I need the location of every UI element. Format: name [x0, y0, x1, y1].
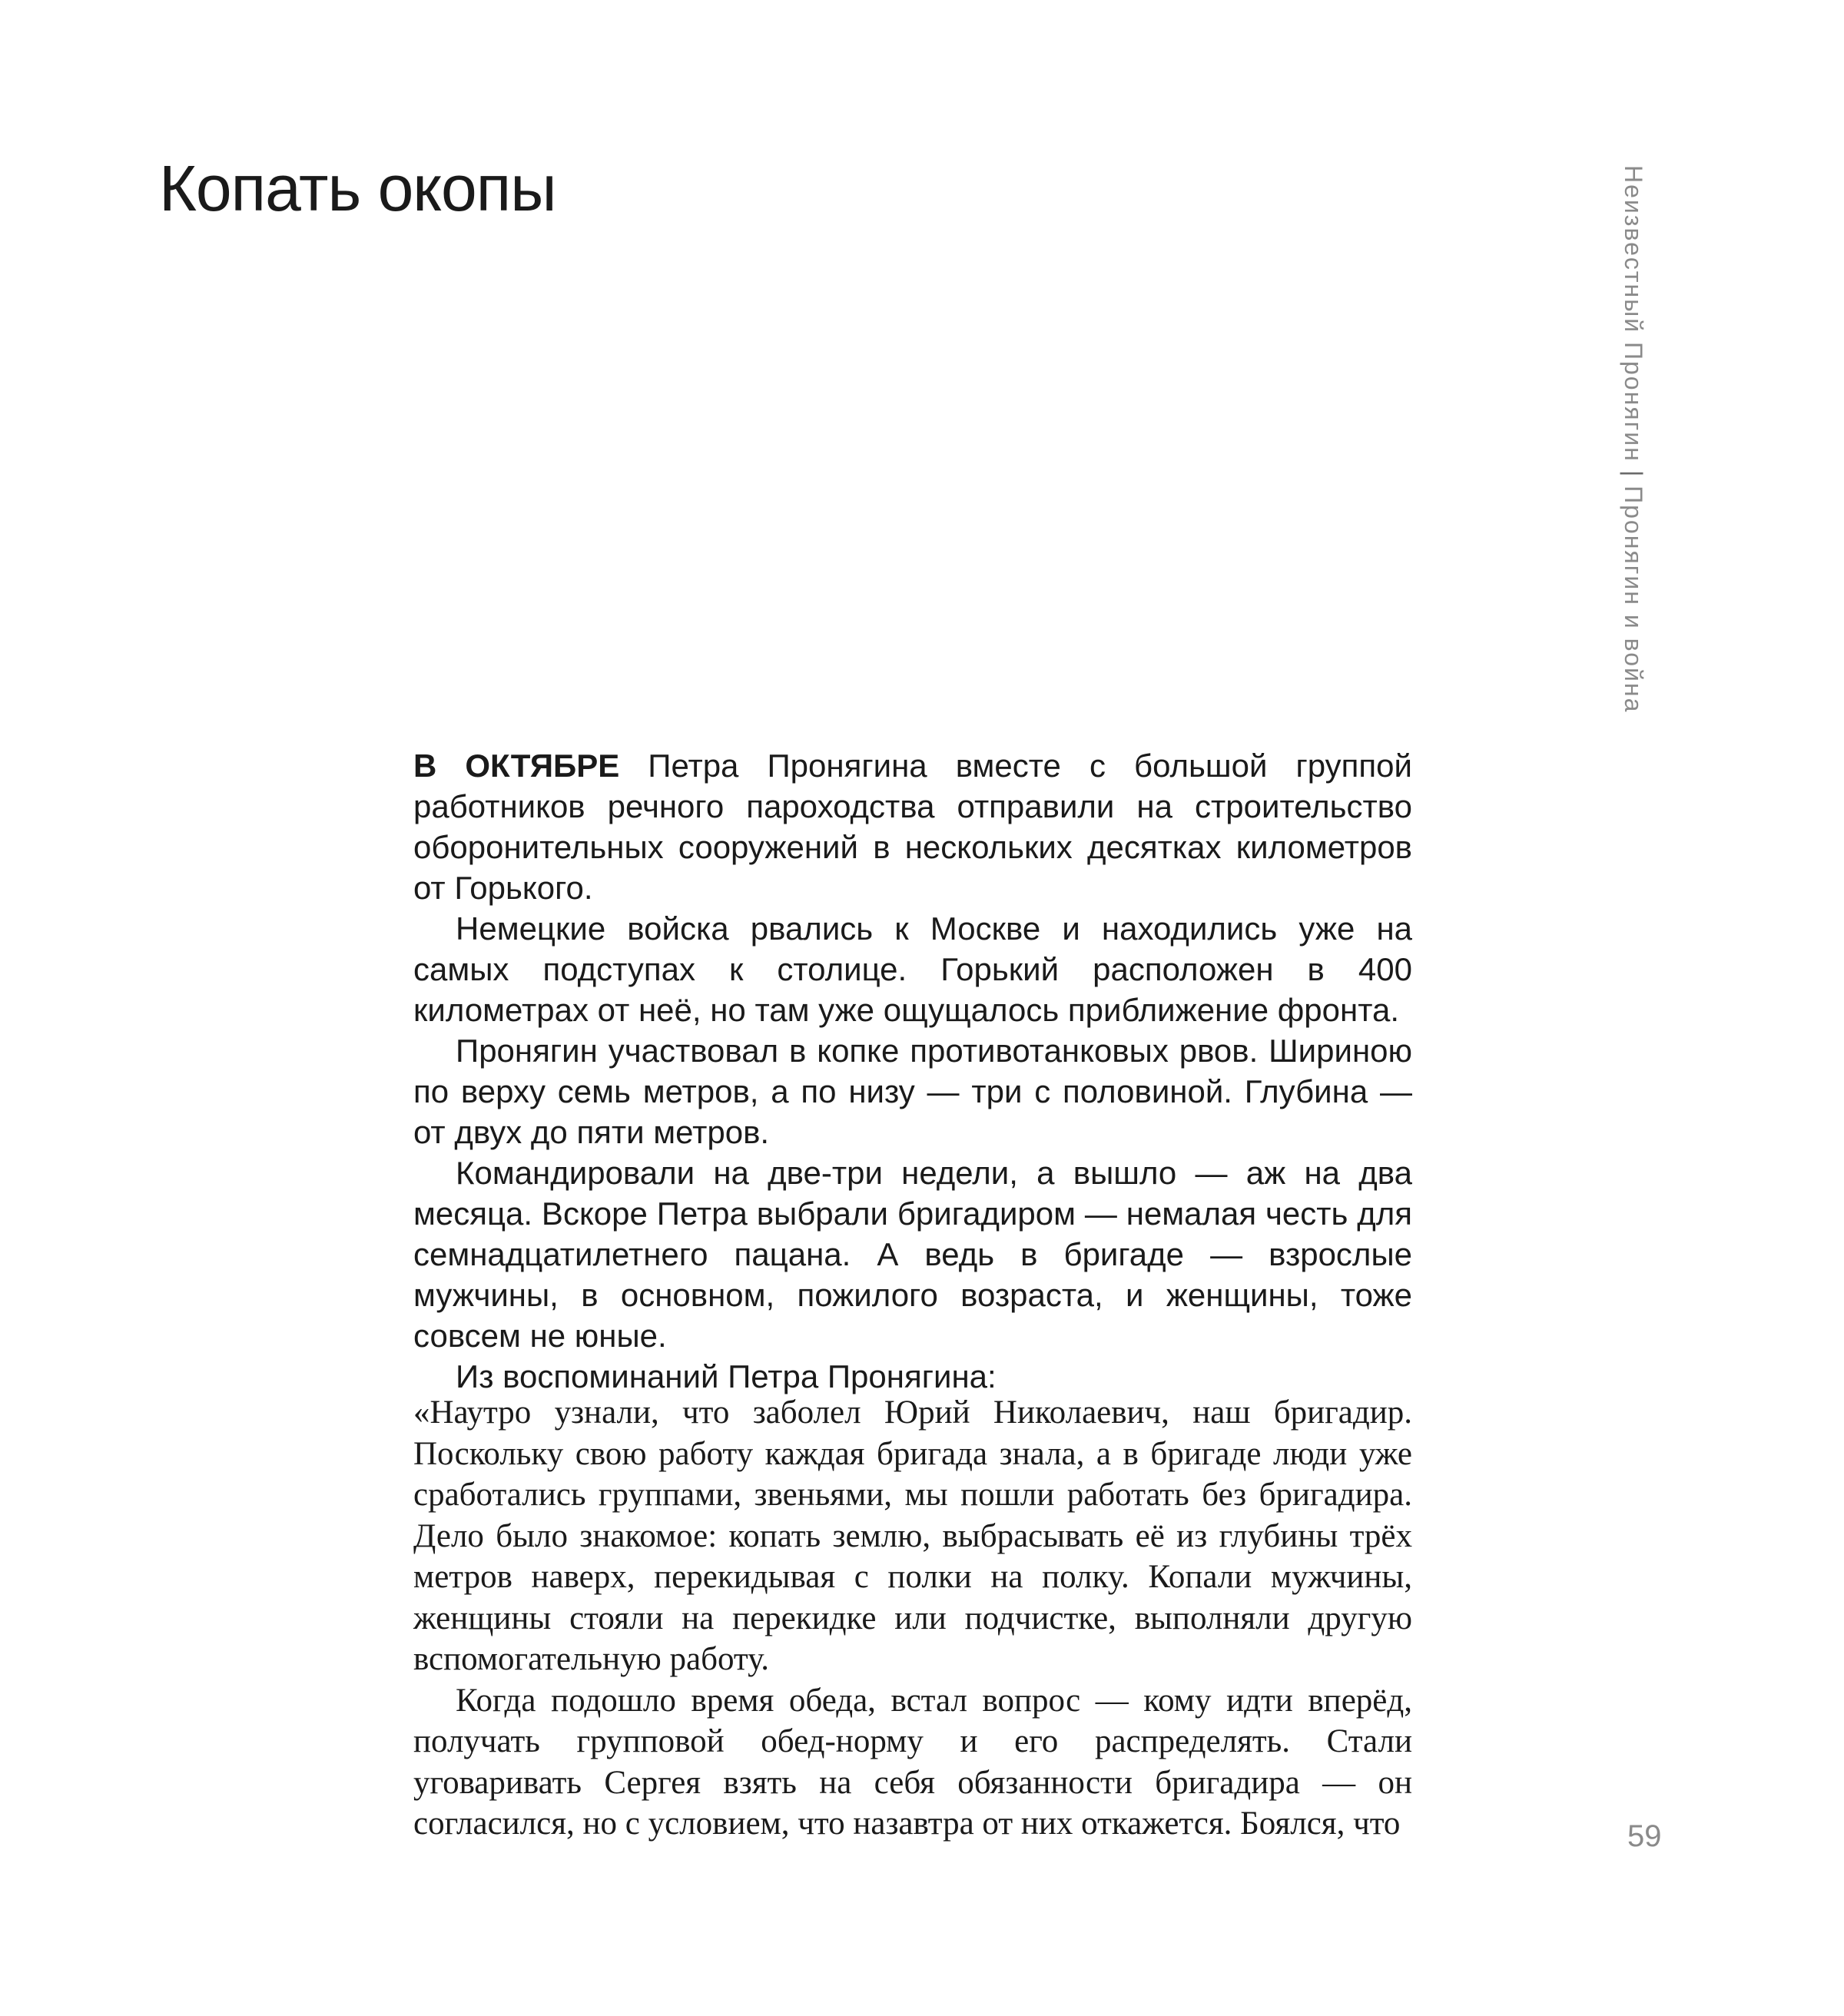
quote-paragraph-1: «Наутро узнали, что заболел Юрий Николаевич, наш бригадир. Поскольку свою работу каждая бригада знала, а в бригаде люди уже сработались группами, звеньями, мы пошли работать без бригадира. Дело было знакомое: копать землю, выбрасывать её из глубины трёх метров наверх, перекидывая с полки на полку. Копали мужчины, женщины стояли на перекидке или подчистке, выполняли другую вспомогательную работу. — [413, 1394, 1412, 1677]
body-paragraph-5: Из воспоминаний Петра Пронягина: — [456, 1358, 997, 1394]
running-head-book: Неизвестный Пронягин — [1620, 165, 1647, 463]
body-paragraph-1-text: Петра Пронягина вместе с большой группой работников речного пароходства отправили на строительство оборонительных сооружений в нескольких десятках километров от Горького. — [413, 748, 1412, 906]
body-paragraph-4: Командировали на две-три недели, а вышло — аж на два месяца. Вскоре Петра выбрали бригадиром — немалая честь для семнадцатилетнего пацана. А ведь в бригаде — взрослые мужчины, в основном, пожилого возраста, и женщины, тоже совсем не юные. — [413, 1155, 1412, 1354]
body-paragraph-2: Немецкие войска рвались к Москве и находились уже на самых подступах к столице. Горький расположен в 400 километрах от неё, но там уже ощущалось приближение фронта. — [413, 910, 1412, 1028]
running-head-chapter: Пронягин и война — [1620, 486, 1647, 714]
page-number: 59 — [1627, 1819, 1662, 1853]
lead-in: В ОКТЯБРЕ — [413, 748, 620, 784]
running-head — [1621, 165, 1646, 713]
running-head-separator: | — [1620, 469, 1647, 479]
body-paragraph-1 — [413, 745, 1412, 908]
chapter-title: Копать окопы — [159, 152, 556, 224]
body-paragraph-3: Пронягин участвовал в копке противотанковых рвов. Шириною по верху семь метров, а по низу — три с половиной. Глубина — от двух до пяти метров. — [413, 1033, 1412, 1150]
quote-paragraph-2: Когда подошло время обеда, встал вопрос — кому идти вперёд, получать групповой обед-норму и его распределять. Стали уговаривать Сергея взять на себя обязанности бригадира — он согласился, но с условием, что назавтра от них откажется. Боялся, что — [413, 1682, 1412, 1842]
body-text — [413, 745, 1412, 1397]
memoir-quote — [413, 1392, 1412, 1845]
